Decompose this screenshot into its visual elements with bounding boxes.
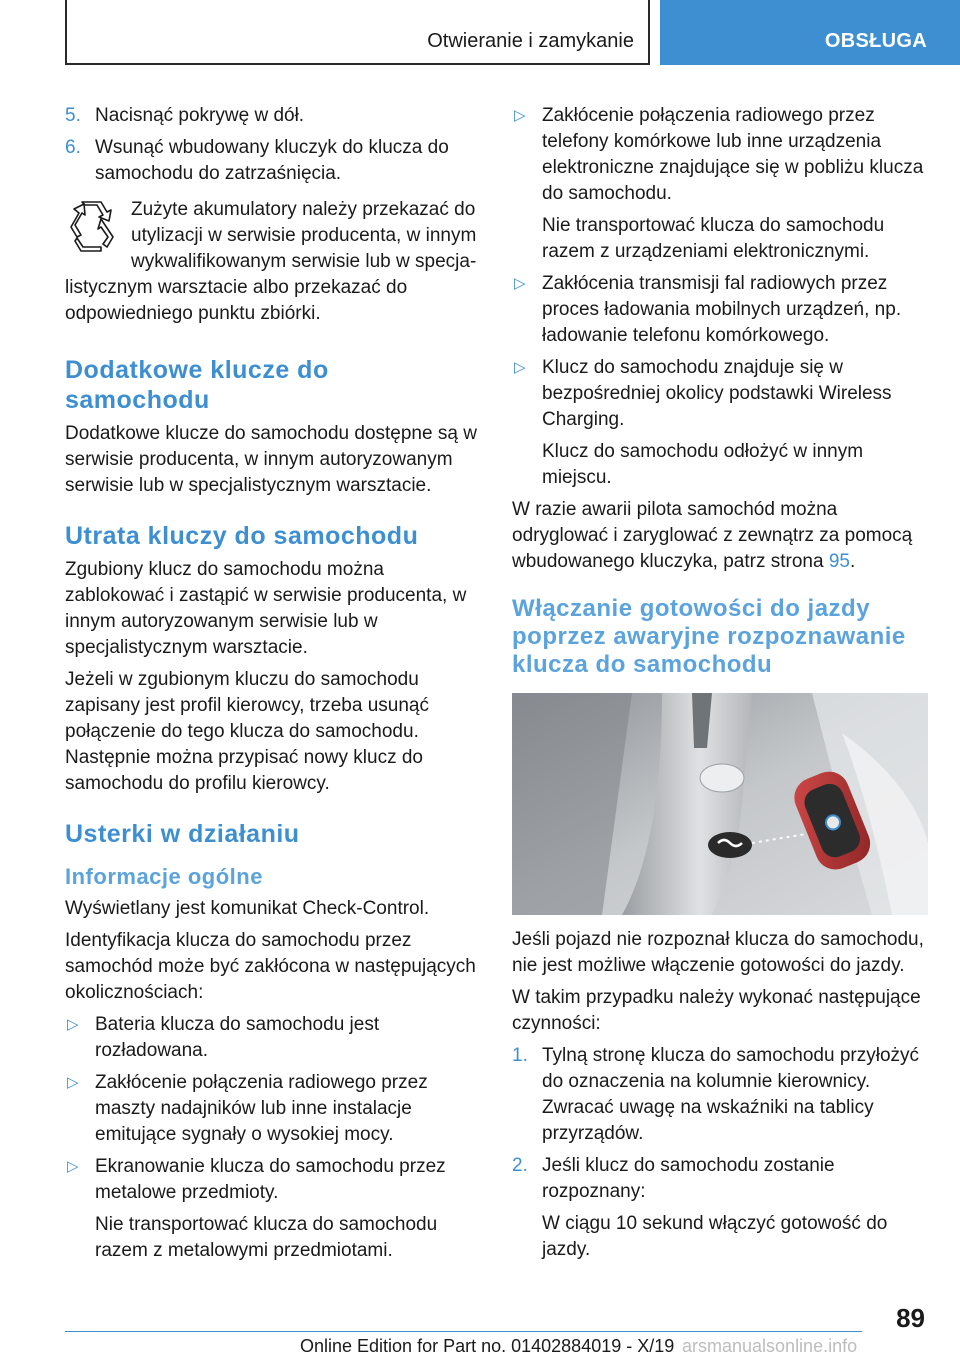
header-tab: [660, 0, 960, 65]
list-item-note: Klucz do samochodu odłożyć w innym miejscu.: [542, 441, 864, 488]
paragraph-lost-2: Jeżeli w zgubionym kluczu do samochodu zapisany jest profil kierowcy, trzeba usunąć połączenie do tego klucza do samochodu. Następnie można przypisać nowy klucz do samochodu do profilu kierowcy.: [65, 669, 429, 794]
step-2: [512, 1153, 928, 1205]
step-number: 5.: [65, 105, 81, 126]
paragraph-emergency-unlock: W razie awarii pilota samochód można odryglować i zaryglować z zewnątrz za pomocą wbudowanego kluczyka, patrz strona 95.: [512, 499, 913, 572]
list-item-text: Zakłócenie połączenia radiowego przez telefony komórkowe lub inne urządzenia elektroniczne znajdujące się w pobliżu klucza do samochodu.: [542, 105, 924, 204]
step-6: [65, 135, 483, 187]
recycle-text-first: Zużyte akumulatory należy przekazać do utylizacji w serwisie producenta, w innym wykwalifikowanym serwisie lub w specja-: [131, 199, 477, 272]
heading-lost-keys: Utrata kluczy do samochodu: [65, 522, 419, 550]
paragraph-extra-keys: Dodatkowe klucze do samochodu dostępne są w serwisie producenta, w innym autoryzowanym serwisie lub w specjalistycznym warsztacie.: [65, 423, 477, 496]
recycle-text-rest: listycznym warsztacie albo przekazać do odpowiedniego punktu zbiórki.: [65, 277, 408, 324]
recycle-note: [65, 197, 483, 327]
paragraph-lost-1: Zgubiony klucz do samochodu można zablokować i zastąpić w serwisie producenta, w innym autoryzowanym serwisie lub w specjalistycznym warsztacie.: [65, 559, 467, 658]
footer-rule: [65, 1331, 862, 1332]
step-text: Wsunąć wbudowany kluczyk do klucza do samochodu do zatrzaśnięcia.: [95, 137, 449, 184]
footer-edition: Online Edition for Part no. 01402884019 - X/19: [300, 1336, 675, 1356]
heading-faults: Usterki w działaniu: [65, 820, 300, 848]
list-item-text: Klucz do samochodu znajduje się w bezpośredniej okolicy podstawki Wireless Charging.: [542, 357, 892, 430]
bullet-triangle-icon: ▷: [514, 359, 526, 376]
recycle-icon: [65, 199, 117, 255]
bullet-triangle-icon: ▷: [514, 107, 526, 124]
heading-general-info: Informacje ogólne: [65, 864, 263, 889]
step-text: Nacisnąć pokrywę w dół.: [95, 105, 305, 126]
steering-column-key-photo: [512, 693, 928, 915]
header-section-title: Otwieranie i zamykanie: [427, 30, 634, 52]
paragraph-identification: Identyfikacja klucza do samochodu przez samochód może być zakłócona w następujących okolicznościach:: [65, 930, 476, 1003]
list-item-text: Bateria klucza do samochodu jest rozładowana.: [95, 1014, 380, 1061]
list-item-note: Nie transportować klucza do samochodu razem z metalowymi przedmiotami.: [95, 1214, 438, 1261]
step-1: [512, 1043, 928, 1147]
list-item-note: Nie transportować klucza do samochodu razem z urządzeniami elektronicznymi.: [542, 215, 885, 262]
list-item-text: Zakłócenie połączenia radiowego przez maszty nadajników lub inne instalacje emitujące sygnały o wysokiej mocy.: [95, 1072, 428, 1145]
heading-extra-keys: Dodatkowe klucze do samochodu: [65, 356, 329, 414]
list-item: [512, 355, 928, 433]
list-item: [65, 1012, 483, 1064]
page-link[interactable]: 95: [828, 551, 850, 572]
paragraph-in-case: W takim przypadku należy wykonać następujące czynności:: [512, 987, 921, 1034]
heading-emergency-start: Włączanie gotowości do jazdy poprzez awaryjne rozpoznawanie klucza do samochodu: [512, 595, 906, 678]
step-number: 2.: [512, 1155, 528, 1176]
list-item-text: Zakłócenia transmisji fal radiowych przez proces ładowania mobilnych urządzeń, np. ładowanie telefonu komórkowego.: [542, 273, 902, 346]
header-frame: [65, 0, 650, 65]
step-5: [65, 103, 483, 129]
step-text: Jeśli klucz do samochodu zostanie rozpoznany:: [542, 1155, 835, 1202]
page-number: 89: [896, 1303, 925, 1333]
bullet-triangle-icon: ▷: [67, 1074, 79, 1091]
bullet-triangle-icon: ▷: [67, 1016, 79, 1033]
list-item-text: Ekranowanie klucza do samochodu przez metalowe przedmioty.: [95, 1156, 446, 1203]
left-column: [65, 103, 483, 1270]
step-text: Tylną stronę klucza do samochodu przyłożyć do oznaczenia na kolumnie kierownicy. Zwracać uwagę na wskaźniki na tablicy przyrządów.: [542, 1045, 920, 1144]
step-2-note: W ciągu 10 sekund włączyć gotowość do jazdy.: [542, 1213, 888, 1260]
right-column: [512, 103, 928, 1269]
step-number: 1.: [512, 1045, 528, 1066]
list-item: [512, 103, 928, 207]
paragraph-not-recognized: Jeśli pojazd nie rozpoznał klucza do samochodu, nie jest możliwe włączenie gotowości do jazdy.: [512, 929, 924, 976]
list-item: [65, 1070, 483, 1148]
bullet-triangle-icon: ▷: [67, 1158, 79, 1175]
list-item: [512, 271, 928, 349]
watermark: arsmanualsonline.info: [682, 1336, 858, 1356]
steering-column-illustration: [512, 693, 928, 915]
paragraph-check-control: Wyświetlany jest komunikat Check-Control.: [65, 898, 430, 919]
list-item: [65, 1154, 483, 1206]
header-tab-label: OBSŁUGA: [824, 30, 927, 52]
bullet-triangle-icon: ▷: [514, 275, 526, 292]
step-number: 6.: [65, 137, 81, 158]
